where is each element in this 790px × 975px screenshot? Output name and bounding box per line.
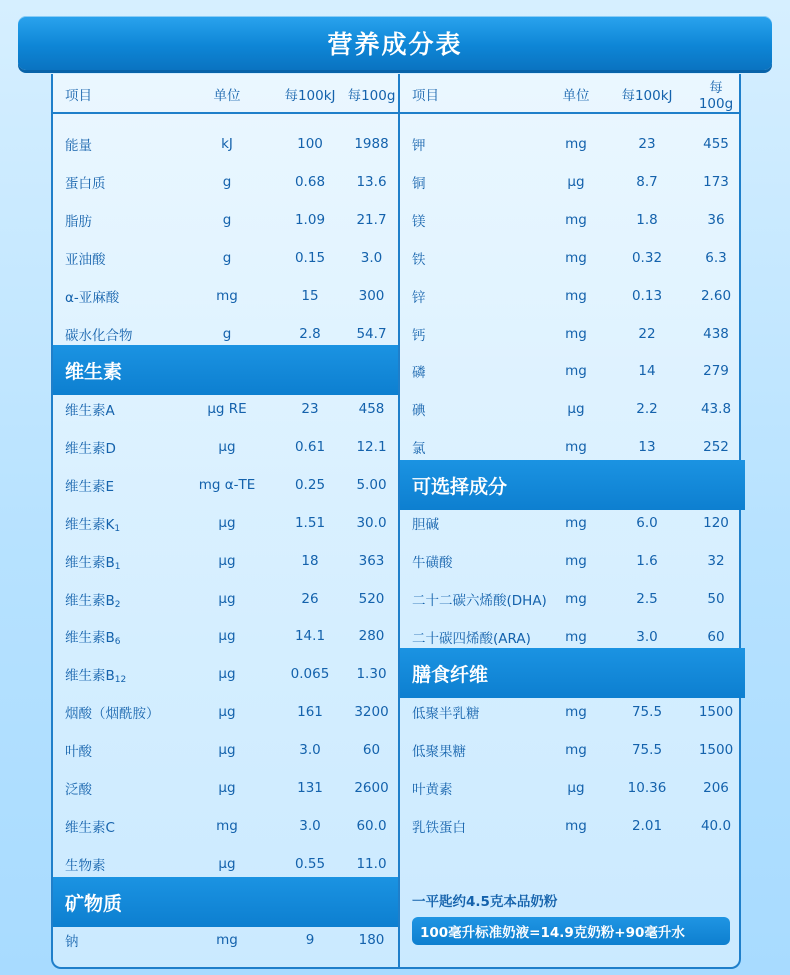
unit: g	[222, 249, 232, 266]
table-row	[400, 547, 739, 575]
nutrient-name: 叶黄素	[412, 781, 453, 798]
value-per-100g: 13.6	[356, 173, 387, 190]
table-row	[53, 130, 398, 158]
unit: mg	[216, 287, 238, 304]
value-per-100g: 32	[707, 552, 725, 569]
table-row	[400, 320, 739, 348]
nutrient-name: α-亚麻酸	[65, 289, 120, 306]
unit: kJ	[221, 136, 233, 152]
nutrient-name	[53, 626, 179, 646]
nutrient-name: 二十碳四烯酸(ARA)	[412, 630, 531, 647]
nutrient-name: 胆碱	[412, 517, 439, 533]
value-per-100g: 458	[358, 401, 385, 417]
unit: mg	[565, 704, 587, 720]
table-row	[400, 130, 739, 158]
value-per-100g: 3.0	[360, 249, 383, 266]
unit: mg	[565, 515, 587, 531]
value-per-100kj: 2.8	[299, 325, 321, 342]
value-per-100kj: 10.36	[627, 779, 667, 796]
value-per-100kj: 3.0	[636, 628, 658, 645]
nutrient-name: 二十二碳六烯酸(DHA)	[412, 592, 547, 609]
table-row	[400, 433, 739, 461]
value-per-100kj: 100	[297, 136, 323, 152]
nutrient-name: 镁	[412, 213, 426, 230]
nutrient-name: 钠	[65, 934, 79, 950]
unit: µg RE	[207, 401, 247, 417]
nutrient-name: 铜	[412, 175, 426, 192]
nutrient-subscript: 1	[114, 561, 121, 572]
unit: g	[222, 173, 232, 190]
value-per-100kj: 26	[301, 590, 319, 607]
unit: µg	[567, 401, 585, 418]
value-per-100g: 40.0	[700, 817, 732, 834]
nutrient-name	[53, 589, 179, 609]
unit: mg	[565, 325, 587, 342]
nutrient-subscript: 6	[114, 637, 121, 648]
nutrient-name: 乳铁蛋白	[412, 819, 466, 836]
table-row	[400, 395, 739, 423]
unit: mg α-TE	[198, 476, 256, 493]
value-per-100kj: 131	[297, 780, 323, 796]
value-per-100g: 5.00	[356, 476, 387, 493]
value-per-100g: 300	[358, 287, 385, 304]
value-per-100g: 6.3	[705, 249, 727, 266]
section-minerals: 矿物质	[53, 877, 398, 927]
value-per-100g: 279	[703, 363, 729, 380]
value-per-100g: 60.0	[356, 817, 387, 834]
nutrient-name: 低聚果糖	[412, 743, 466, 760]
header-per-kj: 每100kJ	[284, 88, 336, 104]
table-row	[400, 774, 739, 802]
value-per-100g: 520	[358, 590, 385, 607]
unit: µg	[218, 514, 236, 531]
value-per-100g: 36	[707, 211, 725, 228]
value-per-100g: 60	[707, 628, 725, 645]
value-per-100kj: 23	[301, 401, 319, 417]
unit: mg	[216, 932, 238, 948]
table-row	[53, 168, 398, 196]
value-per-100g: 1500	[698, 704, 734, 720]
unit: µg	[218, 666, 236, 683]
table-row	[53, 433, 398, 461]
table-row	[400, 585, 739, 613]
nutrient-name: 生物素	[65, 857, 106, 874]
left-header-row	[53, 80, 398, 108]
right-column	[400, 74, 739, 967]
nutrient-name	[53, 664, 179, 684]
nutrition-table	[51, 74, 741, 969]
table-row	[53, 509, 398, 537]
header-unit: 单位	[213, 88, 241, 104]
nutrient-name: 低聚半乳糖	[412, 706, 480, 722]
value-per-100g: 438	[703, 325, 729, 342]
value-per-100g: 180	[358, 932, 385, 948]
value-per-100kj: 0.25	[294, 476, 326, 493]
value-per-100g: 2.60	[700, 287, 732, 304]
table-row	[53, 547, 398, 575]
value-per-100kj: 15	[301, 287, 319, 304]
value-per-100kj: 2.01	[631, 817, 663, 834]
value-per-100g: 252	[703, 439, 729, 456]
table-row	[53, 850, 398, 878]
value-per-100kj: 2.2	[636, 401, 658, 418]
nutrient-name	[53, 513, 179, 533]
value-per-100kj: 13	[638, 439, 656, 456]
nutrient-name-text: 维生素B	[65, 630, 115, 647]
table-row	[53, 812, 398, 840]
table-row	[53, 282, 398, 310]
value-per-100g: 12.1	[356, 438, 387, 455]
section-fiber: 膳食纤维	[400, 648, 745, 698]
table-row	[400, 282, 739, 310]
unit: mg	[565, 136, 587, 152]
table-row	[53, 244, 398, 272]
unit: µg	[218, 742, 236, 759]
value-per-100kj: 161	[297, 704, 323, 721]
table-row	[53, 698, 398, 726]
value-per-100kj: 8.7	[636, 173, 658, 190]
nutrient-name: 钙	[412, 327, 426, 344]
nutrient-name: 蛋白质	[65, 175, 106, 192]
value-per-100kj: 14	[638, 363, 656, 380]
value-per-100kj: 3.0	[299, 817, 321, 834]
nutrient-name: 能量	[65, 138, 92, 154]
table-row	[53, 774, 398, 802]
value-per-100kj: 1.09	[294, 211, 326, 228]
value-per-100kj: 75.5	[631, 741, 663, 758]
value-per-100kj: 0.13	[631, 287, 663, 304]
nutrient-name: 维生素C	[65, 819, 115, 836]
unit: mg	[565, 590, 587, 607]
value-per-100kj: 75.5	[631, 704, 663, 720]
value-per-100kj: 1.8	[636, 211, 658, 228]
value-per-100kj: 14.1	[294, 628, 326, 645]
value-per-100g: 50	[707, 590, 725, 607]
table-row	[53, 206, 398, 234]
value-per-100g: 455	[703, 136, 729, 152]
table-row	[400, 168, 739, 196]
unit: mg	[565, 628, 587, 645]
table-row	[53, 585, 398, 613]
unit: µg	[218, 590, 236, 607]
value-per-100kj: 0.32	[631, 249, 663, 266]
header-unit: 单位	[562, 88, 590, 104]
nutrient-subscript: 12	[114, 675, 127, 686]
nutrient-name-text: 维生素B	[65, 554, 115, 571]
header-per-kj: 每100kJ	[621, 88, 673, 104]
unit: mg	[565, 211, 587, 228]
nutrient-name: 氯	[412, 441, 426, 458]
header-name: 项目	[65, 88, 92, 104]
unit: g	[222, 325, 232, 342]
table-row	[53, 471, 398, 499]
value-per-100g: 3200	[354, 704, 389, 721]
nutrient-name: 铁	[412, 251, 426, 268]
unit: µg	[218, 628, 236, 645]
value-per-100g: 2600	[354, 780, 389, 796]
nutrient-subscript: 2	[114, 599, 121, 610]
value-per-100kj: 3.0	[299, 742, 321, 759]
value-per-100kj: 6.0	[636, 515, 658, 531]
nutrient-name: 脂肪	[65, 213, 92, 230]
value-per-100kj: 1.6	[636, 552, 658, 569]
value-per-100g: 30.0	[356, 514, 387, 531]
value-per-100g: 363	[358, 552, 385, 569]
value-per-100kj: 9	[305, 932, 315, 948]
nutrient-name: 碘	[412, 403, 426, 420]
unit: µg	[567, 779, 585, 796]
table-row	[53, 395, 398, 423]
value-per-100kj: 0.065	[290, 666, 330, 683]
value-per-100g: 206	[703, 779, 729, 796]
table-row	[400, 698, 739, 726]
serving-note: 一平匙约4.5克本品奶粉	[412, 894, 558, 910]
table-row	[400, 509, 739, 537]
unit: g	[222, 211, 232, 228]
value-per-100g: 21.7	[356, 211, 387, 228]
section-vitamins: 维生素	[53, 345, 398, 395]
value-per-100g: 1988	[354, 136, 389, 152]
nutrient-name: 碳水化合物	[65, 327, 133, 344]
unit: mg	[565, 439, 587, 456]
unit: mg	[565, 249, 587, 266]
value-per-100kj: 18	[301, 552, 319, 569]
header-per-g: 每100g	[347, 88, 396, 104]
nutrient-name: 叶酸	[65, 744, 92, 761]
unit: µg	[218, 552, 236, 569]
table-row	[53, 736, 398, 764]
unit: mg	[565, 363, 587, 380]
table-row	[53, 320, 398, 348]
value-per-100kj: 22	[638, 325, 656, 342]
nutrient-name: 烟酸（烟酰胺）	[65, 706, 160, 723]
nutrient-name: 亚油酸	[65, 251, 106, 268]
value-per-100g: 1500	[698, 741, 734, 758]
nutrient-name-text: 维生素B	[65, 668, 115, 685]
value-per-100g: 60	[362, 742, 381, 759]
unit: µg	[218, 855, 236, 872]
nutrient-name	[53, 551, 179, 571]
value-per-100g: 11.0	[356, 855, 387, 872]
unit: mg	[565, 552, 587, 569]
value-per-100kj: 0.68	[294, 173, 326, 190]
table-row	[53, 622, 398, 650]
table-row	[53, 926, 398, 954]
unit: µg	[218, 438, 236, 455]
header-name: 项目	[412, 88, 439, 104]
nutrient-name-text: 维生素B	[65, 592, 115, 609]
table-row	[400, 736, 739, 764]
value-per-100g: 43.8	[700, 401, 732, 418]
left-column	[53, 74, 398, 967]
right-header-row	[400, 80, 739, 112]
value-per-100g: 1.30	[356, 666, 387, 683]
unit: µg	[218, 704, 236, 721]
table-row	[400, 623, 739, 651]
value-per-100kj: 2.5	[636, 590, 658, 607]
table-row	[400, 812, 739, 840]
table-row	[400, 357, 739, 385]
header-per-g: 每100g	[698, 80, 734, 112]
value-per-100kj: 0.61	[294, 438, 326, 455]
nutrient-name: 维生素E	[65, 478, 115, 495]
table-row	[400, 206, 739, 234]
nutrient-name: 维生素A	[65, 403, 115, 419]
nutrient-name: 牛磺酸	[412, 554, 453, 571]
value-per-100kj: 1.51	[294, 514, 326, 531]
unit: mg	[565, 287, 587, 304]
unit: mg	[565, 817, 587, 834]
nutrient-subscript: 1	[114, 523, 121, 534]
nutrient-name: 钾	[412, 138, 426, 154]
value-per-100kj: 23	[638, 136, 656, 152]
nutrient-name-text: 维生素K	[65, 516, 115, 533]
unit: mg	[216, 817, 238, 834]
table-row	[53, 660, 398, 688]
nutrient-name: 维生素D	[65, 440, 116, 457]
value-per-100kj: 0.15	[294, 249, 326, 266]
title-banner	[18, 16, 772, 70]
nutrient-name: 泛酸	[65, 782, 92, 798]
nutrient-name: 锌	[412, 289, 426, 306]
unit: µg	[567, 173, 585, 190]
table-row	[400, 244, 739, 272]
unit: µg	[218, 780, 236, 796]
section-optional: 可选择成分	[400, 460, 745, 510]
page-title: 营养成分表	[327, 30, 463, 59]
nutrient-name: 磷	[412, 365, 426, 382]
unit: mg	[565, 741, 587, 758]
value-per-100kj: 0.55	[294, 855, 326, 872]
value-per-100g: 173	[703, 173, 729, 190]
value-per-100g: 280	[358, 628, 385, 645]
value-per-100g: 120	[703, 515, 729, 531]
preparation-note: 100毫升标准奶液=14.9克奶粉+90毫升水	[412, 917, 730, 945]
value-per-100g: 54.7	[356, 325, 387, 342]
